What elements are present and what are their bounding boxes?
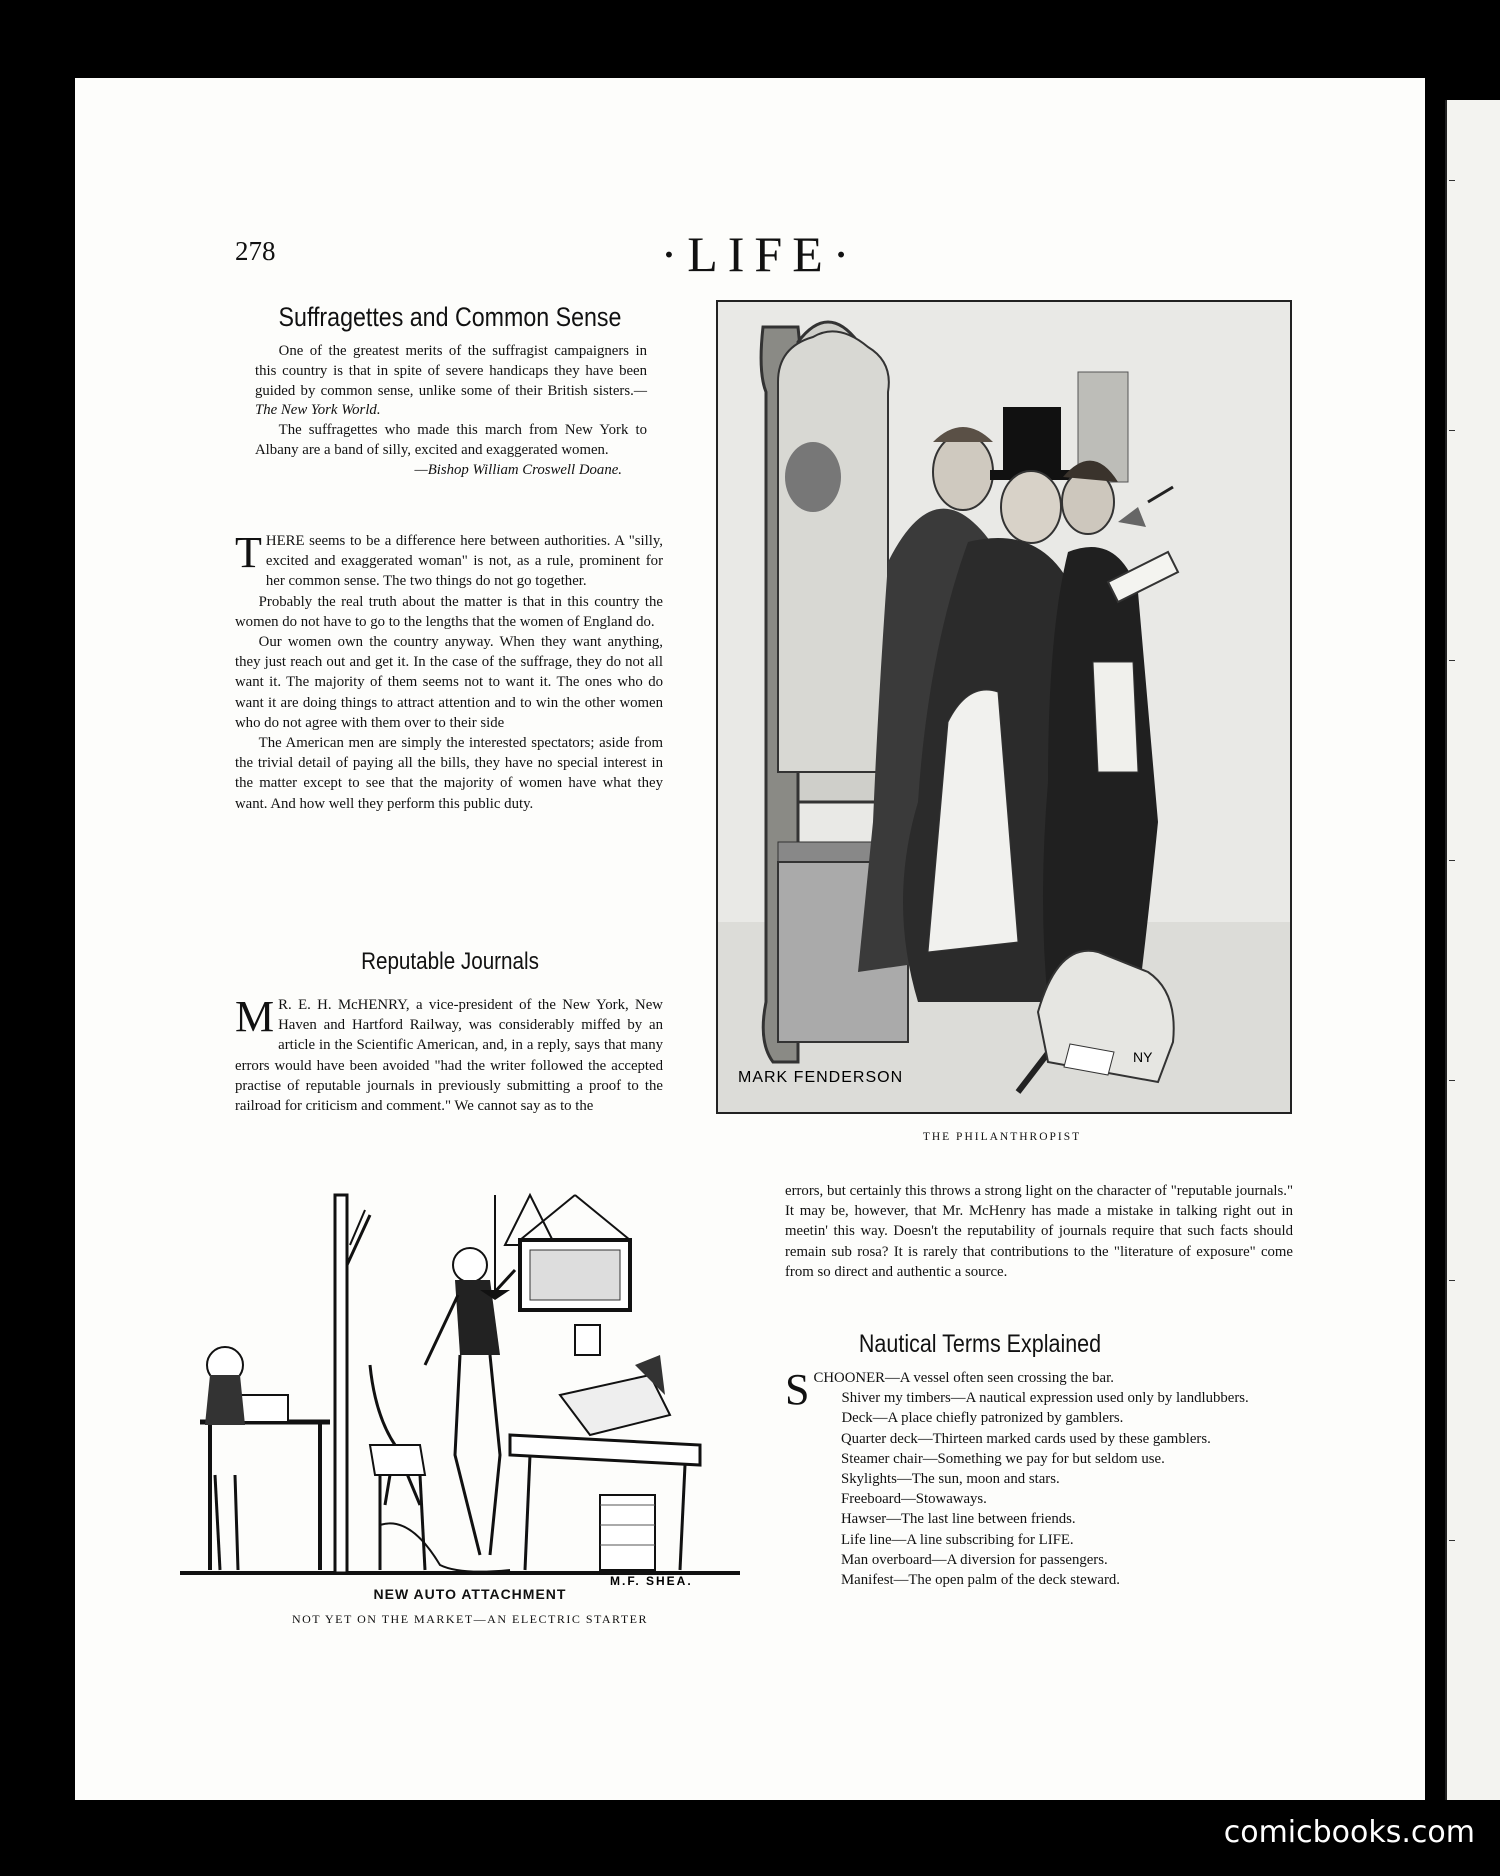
masthead: ·LIFE· xyxy=(660,226,860,282)
bag-label: NY xyxy=(1133,1049,1153,1065)
illustration-signature: MARK FENDERSON xyxy=(738,1069,904,1086)
paragraph: Probably the real truth about the matter is that in this country the women do not have to go to the lengths that the women of England do. xyxy=(235,593,663,630)
cartoon-caption-subtitle: NOT YET ON THE MARKET—AN ELECTRIC STARTER xyxy=(291,1612,649,1626)
article-body-suffragettes xyxy=(235,528,663,814)
quote-2-source: —Bishop William Croswell Doane. xyxy=(414,461,622,478)
nautical-terms-list xyxy=(785,1365,1293,1590)
site-watermark: comicbooks.com xyxy=(1223,1815,1475,1850)
list-item: CHOONER—A vessel often seen crossing the bar. xyxy=(813,1370,1114,1386)
cartoon-caption-title: NEW AUTO ATTACHMENT xyxy=(373,1586,567,1602)
list-item: Steamer chair—Something we pay for but seldom use. xyxy=(841,1450,1165,1467)
epigraph-quotes xyxy=(255,342,647,481)
list-item: Hawser—The last line between friends. xyxy=(841,1511,1076,1528)
list-item: Quarter deck—Thirteen marked cards used by these gamblers. xyxy=(841,1430,1211,1447)
paragraph: The American men are simply the interested spectators; aside from the trivial detail of paying all the bills, they have no special interest in the matter except to see that the majority of women have what they want. And how well they perform this public duty. xyxy=(235,735,663,812)
illustration-signature: M.F. SHEA. xyxy=(610,1574,693,1588)
article-body-journals xyxy=(235,992,663,1116)
list-item: Man overboard—A diversion for passengers. xyxy=(841,1551,1108,1568)
dropcap-s: S xyxy=(785,1365,810,1414)
dropcap-t: T xyxy=(235,528,262,577)
paragraph: Our women own the country anyway. When they want anything, they just reach out and get it. In the case of the suffrage, they do not all want it. The majority of them seems not to want it. The ones who do want it are doing things to attract attention and to win the other women who do not agree with them over to their side xyxy=(235,634,663,731)
illustration-caption: THE PHILANTHROPIST xyxy=(922,1131,1082,1143)
list-item: Deck—A place chiefly patronized by gamblers. xyxy=(841,1410,1124,1427)
article-title-reputable-journals: Reputable Journals xyxy=(361,948,539,975)
quote-2: The suffragettes who made this march from New York to Albany are a band of silly, excited and exaggerated women. xyxy=(255,422,647,458)
article-body-journals-continued xyxy=(785,1181,1293,1282)
quote-1: One of the greatest merits of the suffragist campaigners in this country is that in spite of severe handicaps they have been guided by common sense, unlike some of their British sisters. xyxy=(255,343,647,399)
article-title-nautical: Nautical Terms Explained xyxy=(858,1330,1102,1358)
paragraph: R. E. H. McHENRY, a vice-president of the New York, New Haven and Hartford Railway, was considerably miffed by an article in the Scientific American, and, in a reply, says that many errors would have been avoided "had the writer followed the accepted practise of reputable journals in previously submitting a proof to the railroad for criticism and comment." We cannot say as to the xyxy=(235,997,663,1115)
list-item: Skylights—The sun, moon and stars. xyxy=(841,1471,1060,1488)
paragraph: errors, but certainly this throws a strong light on the character of "reputable journals." It may be, however, that Mr. McHenry has made a mistake in talking right out in meetin' this way. Doesn't the reputability of journals require that such facts should remain sub rosa? It is rarely that contributions to the "literature of exposure" come from so direct and authentic a source. xyxy=(785,1183,1293,1280)
illustration-philanthropist xyxy=(716,300,1292,1114)
paragraph: HERE seems to be a difference here between authorities. A "silly, excited and exaggerated woman" is not, as a rule, prominent for her common sense. The two things do not go together. xyxy=(265,533,663,590)
list-item: Manifest—The open palm of the deck steward. xyxy=(841,1572,1120,1589)
dropcap-m: M xyxy=(235,992,275,1041)
article-title-suffragettes: Suffragettes and Common Sense xyxy=(278,302,622,332)
list-item: Freeboard—Stowaways. xyxy=(841,1491,987,1508)
page-number: 278 xyxy=(235,236,276,266)
quote-1-source: —The New York World. xyxy=(255,382,647,419)
list-item: Life line—A line subscribing for LIFE. xyxy=(841,1531,1074,1548)
facing-page-edge xyxy=(1445,100,1500,1800)
list-item: Shiver my timbers—A nautical expression used only by landlubbers. xyxy=(841,1390,1249,1407)
illustration-auto-attachment xyxy=(180,1185,740,1588)
